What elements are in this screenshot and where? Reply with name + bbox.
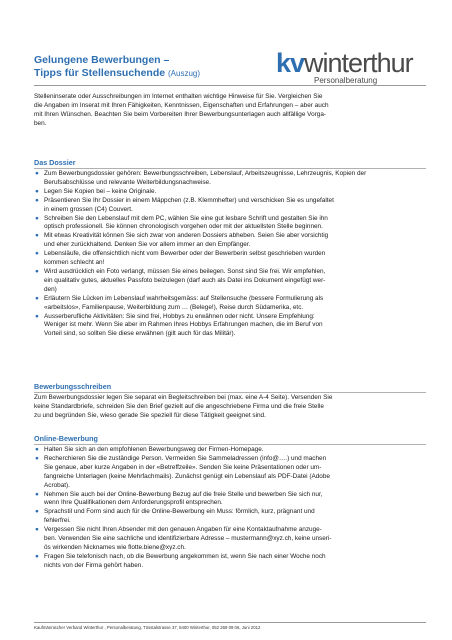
list-line: Ausserberufliche Aktivitäten: Sie sind frei, Hobbys zu erwähnen oder nicht. Unsere Empfehlung:: [44, 312, 315, 320]
list-line: Vergessen Sie nicht Ihren Absender mit den genauen Angaben für eine Kontaktaufnahme anzuge-: [44, 526, 322, 534]
paragraph-line: zu und begründen Sie, wieso gerade Sie speziell für diese Tätigkeit geeignet sind.: [34, 411, 266, 419]
section-dossier: [34, 158, 426, 339]
document-title: [34, 54, 264, 80]
footer-text: Kaufmännischer Verband Winterthur , Personalberatung, Tösstalstrasse 37, 8400 Winterthur, 052 269 09 06, Juni 2012: [34, 625, 261, 630]
list-item: [34, 508, 426, 526]
logo-wordmark: [276, 48, 413, 78]
schreiben-paragraph: [34, 394, 426, 421]
list-line: Lebensläufe, die offensichtlich nicht vom Bewerber oder der Bewerberin selbst geschrieben wurden: [44, 250, 326, 258]
section-online-bewerbung: [34, 434, 426, 571]
list-line: Fragen Sie telefonisch nach, ob die Bewerbung angekommen ist, wenn Sie nach einer Woche noch: [44, 552, 326, 560]
subtitle-note: (Auszug): [168, 69, 201, 78]
section-heading: Online-Bewerbung: [34, 434, 426, 445]
list-line: ös wirkenden Nicknames wie flotte.biene@xyz.ch.: [44, 543, 186, 551]
list-line: nichts von der Firma gehört haben.: [44, 561, 144, 569]
list-item: [34, 232, 426, 250]
bullet-icon: ●: [35, 294, 39, 302]
list-line: Halten Sie sich an den empfohlenen Bewerbungsweg der Firmen-Homepage.: [44, 446, 264, 453]
list-line: Erläutern Sie Lücken im Lebenslauf wahrheitsgemäss: auf Stellensuche (bessere Formulierung als: [44, 294, 324, 302]
intro-line: ben.: [34, 119, 47, 127]
list-line: Legen Sie Kopien bei – keine Originale.: [44, 187, 157, 195]
list-line: Nehmen Sie auch bei der Online-Bewerbung Bezug auf die freie Stelle und bewerben Sie sich nur,: [44, 490, 323, 498]
subtitle-main: Tipps für Stellensuchende: [34, 67, 166, 79]
paragraph-line: keine Standardbriefe, schreiden Sie den Brief gezielt auf die angeschriebene Firma und die freie Stelle: [34, 402, 324, 410]
list-line: ein qualitativ gutes, aktuelles Passfoto beizulegen (darf auch als Datei ins Dokument eingefügt wer-: [44, 276, 326, 284]
list-line: und eher zurückhaltend. Denken Sie vor allem immer an den Empfänger.: [44, 241, 251, 249]
list-line: optisch professionell. Sie können chronologisch vorgehen oder mit der aktuellsten Stelle beginnen.: [44, 223, 323, 231]
logo-subtitle: Personalberatung: [314, 76, 378, 85]
list-line: in einem grossen (C4) Couvert.: [44, 205, 133, 213]
list-line: wenn Ihre Qualifikationen dem Anforderungsprofil entsprechen.: [44, 499, 223, 507]
bullet-icon: ●: [35, 490, 39, 498]
bullet-icon: ●: [35, 170, 39, 177]
list-item: [34, 313, 426, 340]
list-item: [34, 188, 426, 197]
list-line: Acrobat).: [44, 481, 70, 489]
online-list: [34, 446, 426, 571]
list-item: [34, 553, 426, 571]
list-item: [34, 268, 426, 295]
bullet-icon: ●: [35, 214, 39, 222]
list-item: [34, 446, 426, 455]
bullet-icon: ●: [35, 454, 39, 462]
intro-paragraph: [34, 93, 426, 129]
list-item: [34, 197, 426, 215]
subtitle-line: [34, 67, 264, 80]
bullet-icon: ●: [35, 446, 39, 453]
list-item: [34, 526, 426, 553]
dossier-list: [34, 170, 426, 339]
paragraph-line: Zum Bewerbungsdossier legen Sie separat ein Begleitschreiben bei (max. eine A-4 Seite). Versenden Sie: [34, 394, 333, 401]
bullet-icon: ●: [35, 526, 39, 534]
section-heading: Das Dossier: [34, 158, 426, 169]
bullet-icon: ●: [35, 552, 39, 560]
list-item: [34, 250, 426, 268]
list-item: [34, 491, 426, 509]
list-line: Wird ausdrücklich ein Foto verlangt, müssen Sie eines beilegen. Sonst sind Sie frei. Wir empfehlen,: [44, 267, 326, 275]
footer-divider: [34, 622, 426, 623]
list-line: Zum Bewerbungsdossier gehören: Bewerbungsschreiben, Lebenslauf, Arbeitszeugnisse, Lehrzeugnis, Kopien der: [44, 170, 367, 177]
list-line: kommen schlecht an!: [44, 259, 105, 267]
list-line: Präsentieren Sie Ihr Dossier in einem Mäppchen (z.B. Klemmhefter) und verschicken Sie es ungefaltet: [44, 196, 334, 204]
list-item: [34, 170, 426, 188]
bullet-icon: ●: [35, 196, 39, 204]
list-line: Berufsabschlüsse und relevante Weiterbildungsnachweise.: [44, 178, 211, 186]
section-heading: Bewerbungsschreiben: [34, 382, 426, 393]
list-line: Mit etwas Kreativität können Sie sich zwar von anderen Dossiers abheben. Seien Sie aber vorsichtig: [44, 232, 329, 240]
list-line: «arbeitslos», Familienpause, Weiterbildung zum … (Belege!), Reise durch Südamerika, etc.: [44, 303, 304, 311]
list-line: Weniger ist mehr. Wenn Sie aber im Rahmen Ihres Hobbys Erfahrungen machen, die im Beruf von: [44, 321, 323, 329]
list-line: Recherchieren Sie die zuständige Person. Vermeiden Sie Sammeladressen (info@….) und machen: [44, 454, 327, 462]
logo-city: winterthur: [304, 48, 413, 78]
bullet-icon: ●: [35, 187, 39, 195]
title-line: Gelungene Bewerbungen –: [34, 54, 170, 66]
list-line: fangreiche Unterlagen (keine Mehrfachmails). Zunächst genügt ein Lebenslauf als PDF-Datei (Adobe: [44, 472, 330, 480]
list-line: Vorteil sind, so sollten Sie diese erwähnen (gilt auch für das Militär).: [44, 330, 236, 338]
section-bewerbungsschreiben: [34, 382, 426, 421]
list-line: Schreiben Sie den Lebenslauf mit dem PC, wählen Sie eine gut lesbare Schrift und gestalten Sie ihn: [44, 214, 328, 222]
bullet-icon: ●: [35, 267, 39, 275]
list-line: ben. Verwenden Sie eine sachliche und identifizierbare Adresse – mustermann@xyz.ch, keine unseri-: [44, 535, 332, 543]
list-line: Sie genaue, aber kurze Angaben in der «Betreffzeile». Senden Sie keine Präsentationen oder um-: [44, 463, 322, 471]
bullet-icon: ●: [35, 250, 39, 258]
bullet-icon: ●: [35, 232, 39, 240]
logo-kv: kv: [276, 48, 305, 78]
header-divider: [34, 85, 426, 86]
list-item: [34, 295, 426, 313]
list-line: den): [44, 285, 57, 293]
list-line: Sprachstil und Form sind auch für die Online-Bewerbung ein Muss: förmlich, kurz, prägnant und: [44, 508, 315, 516]
intro-line: Stelleninserate oder Ausschreibungen im Internet enthalten wichtige Hinweise für Sie. Vergleichen Sie: [34, 93, 323, 100]
intro-line: mit Ihren Wünschen. Beachten Sie beim Vorbereiten Ihrer Bewerbungsunterlagen auch allfällige Vorga-: [34, 110, 327, 118]
bullet-icon: ●: [35, 312, 39, 320]
list-item: [34, 455, 426, 491]
list-line: fehlerfrei.: [44, 517, 71, 525]
intro-line: die Angaben im Inserat mit Ihren Fähigkeiten, Kenntnissen, Eigenschaften und Erfahrungen – aber auch: [34, 101, 329, 109]
list-item: [34, 215, 426, 233]
bullet-icon: ●: [35, 508, 39, 516]
